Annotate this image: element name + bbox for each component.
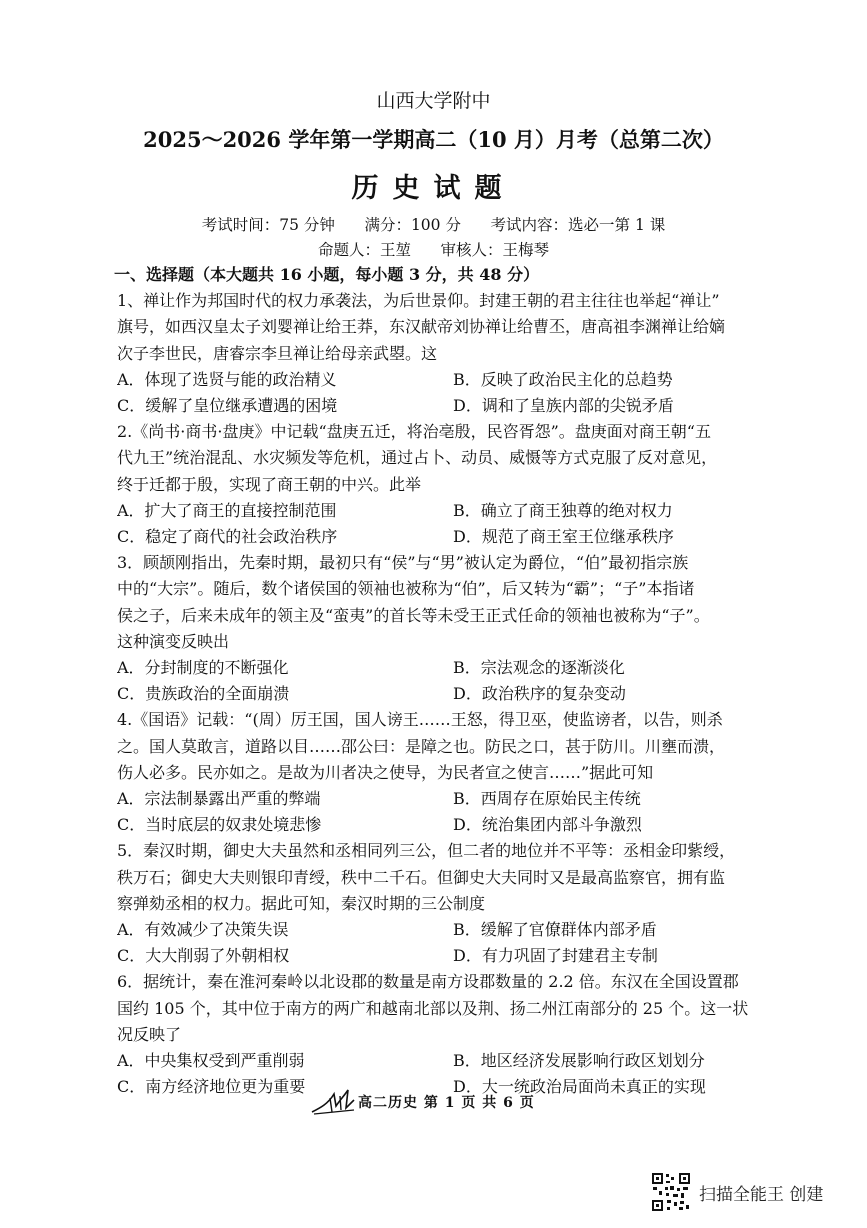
options [117, 498, 767, 550]
question-text-line: 侯之子，后来未成年的领主及“蛮夷”的首长等未受王正式任命的领袖也被称为“子”。 [117, 605, 710, 625]
question-6 [117, 969, 767, 1100]
option-b: B．西周存在原始民主传统 [453, 789, 641, 809]
question-text-line: 5．秦汉时期，御史大夫虽然和丞相同列三公，但二者的地位并不平等：丞相金印紫绶， [117, 841, 736, 861]
option-d: D．调和了皇族内部的尖锐矛盾 [453, 396, 674, 416]
option-d: D．规范了商王室王位继承秩序 [453, 527, 674, 547]
option-c: C．大大削弱了外朝相权 [117, 946, 290, 966]
page-number-label: 高二历史 第 1 页 共 6 页 [358, 1095, 535, 1111]
question-text-line: 2.《尚书·商书·盘庚》中记载“盘庚五迁，将治亳殷，民咨胥怨”。盘庚面对商王朝“五 [117, 422, 711, 442]
options [117, 367, 767, 419]
school-name: 山西大学附中 [376, 90, 491, 112]
option-a: A．扩大了商王的直接控制范围 [117, 500, 337, 520]
qr-code-icon [651, 1172, 691, 1212]
question-text-line: 中的“大宗”。随后，数个诸侯国的领袖也被称为“伯”，后又转为“霸”；“子”本指诸 [117, 579, 695, 599]
question-text-line: 之。国人莫敢言，道路以目……邵公曰：是障之也。防民之口，甚于防川。川壅而溃， [117, 736, 726, 756]
exam-info-line: 考试时间：75 分钟 满分：100 分 考试内容：选必一第 1 课 [201, 216, 666, 234]
page-footer [310, 1086, 570, 1116]
option-d: D．政治秩序的复杂变动 [453, 684, 626, 704]
option-d: D．统治集团内部斗争激烈 [453, 815, 642, 835]
options [117, 917, 767, 969]
question-text-line: 终于迁都于殷，实现了商王朝的中兴。此举 [117, 474, 422, 494]
question-5 [117, 838, 767, 969]
author-line: 命题人：王堃 审核人：王梅琴 [317, 241, 550, 259]
section-title: 一、选择题（本大题共 16 小题，每小题 3 分，共 48 分） [114, 265, 540, 284]
question-text-line: 次子李世民，唐睿宗李旦禅让给母亲武曌。这 [117, 343, 438, 363]
scanner-watermark-label: 扫描全能王 创建 [699, 1185, 824, 1205]
question-1 [117, 288, 767, 419]
subject-title: 历史试题 [351, 173, 516, 204]
question-text-line: 伤人必多。民亦如之。是故为川者决之使导，为民者宣之使言……”据此可知 [117, 762, 654, 782]
question-text-line: 旗号，如西汉皇太子刘婴禅让给王莽，东汉献帝刘协禅让给曹丕，唐高祖李渊禅让给嫡 [117, 317, 726, 337]
option-a: A．中央集权受到严重削弱 [117, 1051, 305, 1071]
option-b: B．地区经济发展影响行政区划划分 [453, 1051, 705, 1071]
question-text-line: 1、禅让作为邦国时代的权力承袭法，为后世景仰。封建王朝的君主往往也举起“禅让” [117, 291, 720, 311]
option-c: C．贵族政治的全面崩溃 [117, 684, 290, 704]
option-c: C．缓解了皇位继承遭遇的困境 [117, 396, 338, 416]
option-d: D．有力巩固了封建君主专制 [453, 946, 658, 966]
option-b: B．宗法观念的逐渐淡化 [453, 658, 625, 678]
question-text-line: 4.《国语》记载：“(周）厉王国，国人谤王……王怒，得卫巫，使监谤者，以告，则杀 [117, 710, 723, 730]
question-text-line: 这种演变反映出 [117, 631, 230, 651]
option-b: B．缓解了官僚群体内部矛盾 [453, 920, 657, 940]
option-b: B．反映了政治民主化的总趋势 [453, 369, 673, 389]
option-c: C．稳定了商代的社会政治秩序 [117, 527, 338, 547]
option-a: A．宗法制暴露出严重的弊端 [117, 789, 321, 809]
question-text-line: 3．顾颉刚指出，先秦时期，最初只有“侯”与“男”被认定为爵位，“伯”最初指宗族 [117, 553, 689, 573]
options [117, 786, 767, 838]
question-text-line: 察弹劾丞相的权力。据此可知，秦汉时期的三公制度 [117, 893, 486, 913]
question-text-line: 秩万石；御史大夫则银印青绶，秩中二千石。但御史大夫同时又是最高监察官，拥有监 [117, 867, 726, 887]
question-2 [117, 419, 767, 550]
exam-content [114, 262, 767, 1101]
question-text-line: 国约 105 个，其中位于南方的两广和越南北部以及荆、扬二州江南部分的 25 个。这一状 [117, 998, 749, 1018]
question-text-line: 代九王”统治混乱、水灾频发等危机，通过占卜、动员、威慑等方式克服了反对意见， [117, 448, 718, 468]
question-text-line: 况反映了 [117, 1024, 182, 1044]
option-b: B．确立了商王独尊的绝对权力 [453, 500, 673, 520]
option-d: D．大一统政治局面尚未真正的实现 [453, 1077, 706, 1097]
ink-logo-icon [310, 1086, 356, 1116]
question-3 [117, 550, 767, 707]
option-c: C．南方经济地位更为重要 [117, 1077, 306, 1097]
option-a: A．体现了选贤与能的政治精义 [117, 369, 337, 389]
question-4 [117, 707, 767, 838]
option-c: C．当时底层的奴隶处境悲惨 [117, 815, 322, 835]
question-text-line: 6．据统计，秦在淮河秦岭以北设郡的数量是南方设郡数量的 2.2 倍。东汉在全国设置郡 [117, 972, 739, 992]
option-a: A．分封制度的不断强化 [117, 658, 289, 678]
option-a: A．有效减少了决策失误 [117, 920, 289, 940]
options [117, 655, 767, 707]
exam-title: 2025～2026 学年第一学期高二（10 月）月考（总第二次） [143, 127, 724, 152]
